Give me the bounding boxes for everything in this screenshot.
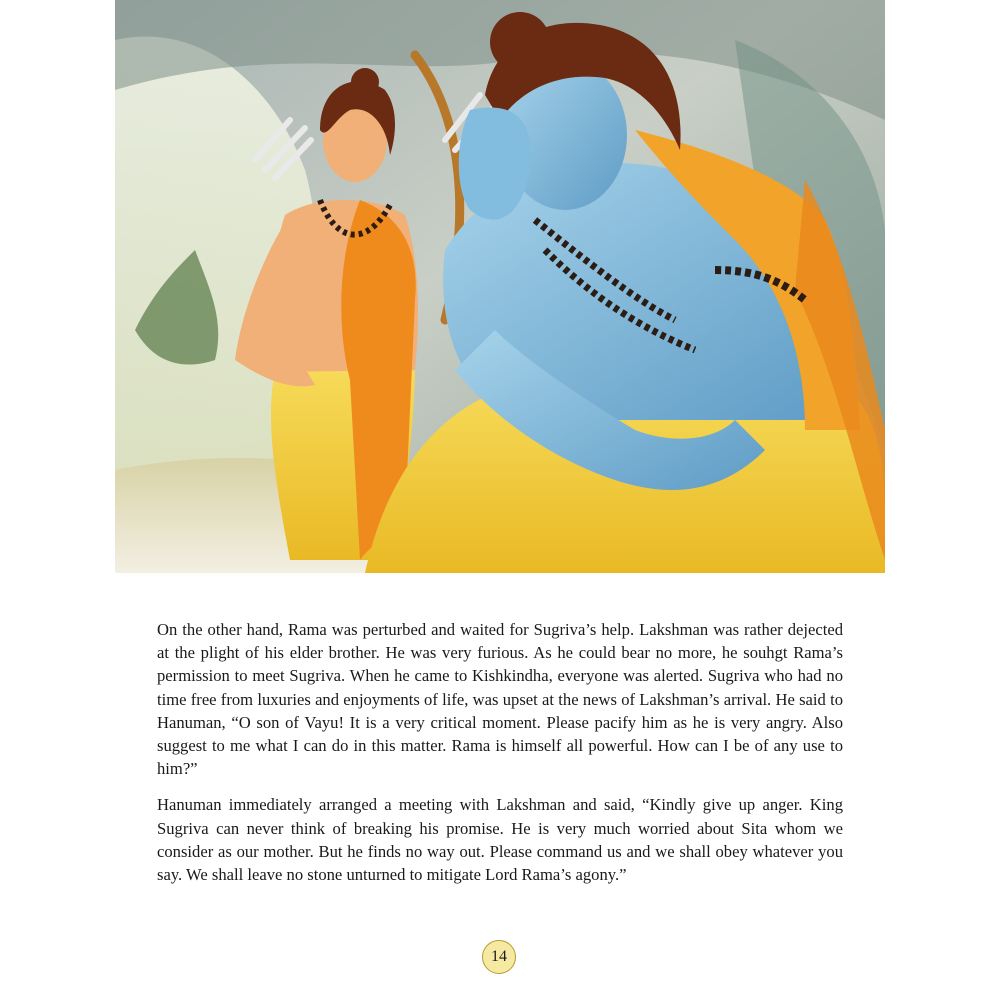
paragraph: On the other hand, Rama was perturbed and waited for Sugriva’s help. Lakshman was rather dejected at the plight of his elder brother. He was very furious. As he could bear no more, he souhgt Rama’s permission to meet Sugriva. When he came to Kishkindha, everyone was alerted. Sugriva who had no time free from luxuries and enjoyments of life, was upset at the news of Lakshman’s arrival. He said to Hanuman, “O son of Vayu! It is a very critical moment. Please pacify him as he is very angry. Also suggest to me what I can do in this matter. Rama is himself all powerful. How can I be of any use to him?”: [157, 620, 843, 779]
story-illustration: [115, 0, 885, 573]
page-number-badge: [482, 940, 516, 974]
story-text: [157, 618, 843, 899]
page-number: 14: [491, 948, 507, 965]
illustration-rama-lakshman-cave-icon: [115, 0, 885, 573]
paragraph: Hanuman immediately arranged a meeting with Lakshman and said, “Kindly give up anger. King Sugriva can never think of breaking his promise. He is very much worried about Sita whom we consider as our mother. But he finds no way out. Please command us and we shall obey whatever you say. We shall leave no stone unturned to mitigate Lord Rama’s agony.”: [157, 795, 843, 885]
